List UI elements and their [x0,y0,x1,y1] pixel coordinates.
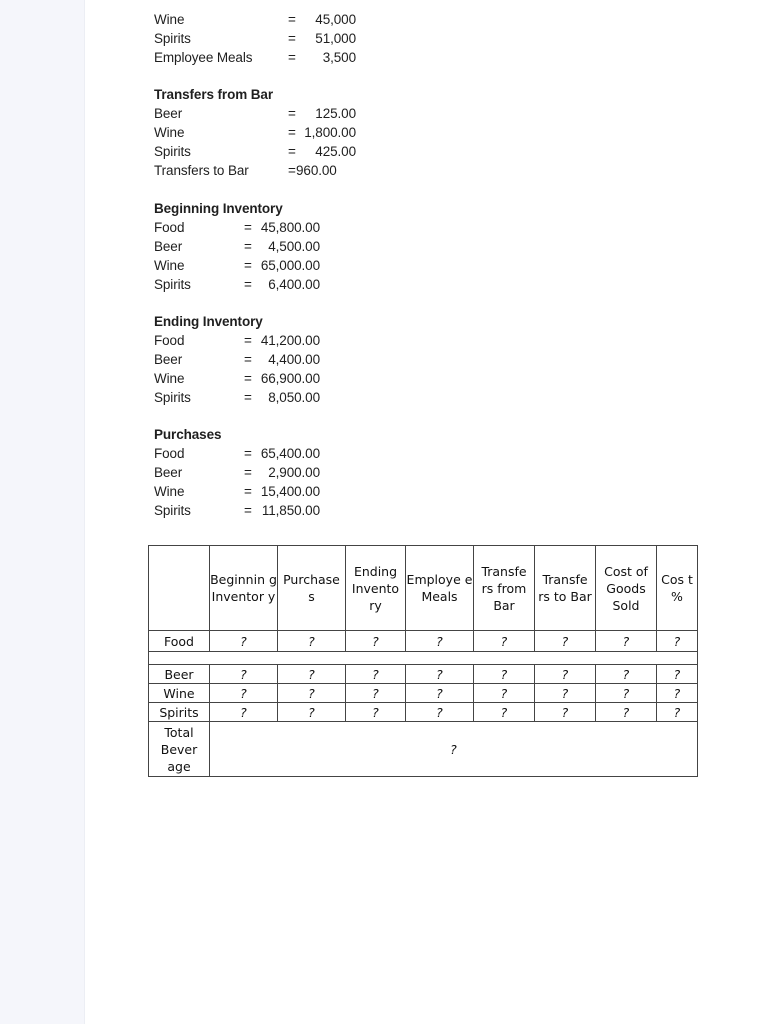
item-value: 8,050.00 [268,390,320,405]
equals-sign: = [288,12,296,27]
item-value: 66,900.00 [260,371,320,386]
equals-sign: = [244,352,252,367]
table-cell: ? [535,631,596,652]
list-item [154,161,337,180]
header-cell: Employe e Meals [406,546,474,631]
item-label: Transfers to Bar [154,163,249,178]
list-item [154,331,320,350]
item-value: 41,200.00 [260,333,320,348]
table-cell: ? [657,703,698,722]
section-title: Ending Inventory [154,314,263,329]
equals-sign: = [288,163,296,178]
header-cell: Cos t % [657,546,698,631]
equals-sign: = [288,31,296,46]
header-cell: Beginnin g Inventor y [210,546,278,631]
item-label: Spirits [154,390,191,405]
table-cell: ? [657,665,698,684]
item-label: Wine [154,371,185,386]
purchases-section [154,425,320,520]
header-cell: Cost of Goods Sold [596,546,657,631]
table-cell: ? [278,665,346,684]
table-cell: ? [406,631,474,652]
row-label: Spirits [149,703,210,722]
equals-sign: = [288,125,296,140]
table-cell: ? [278,684,346,703]
list-item [154,218,320,237]
header-cell: Purchase s [278,546,346,631]
item-label: Spirits [154,503,191,518]
equals-sign: = [288,50,296,65]
table-cell: ? [210,631,278,652]
item-value: 125.00 [315,106,356,121]
item-label: Spirits [154,144,191,159]
item-label: Wine [154,258,185,273]
row-label: Food [149,631,210,652]
cost-of-goods-table [148,545,698,777]
item-label: Wine [154,484,185,499]
table-cell: ? [474,631,535,652]
list-item [154,501,320,520]
list-item [154,444,320,463]
table-row [149,703,698,722]
item-label: Wine [154,125,185,140]
list-item [154,104,356,123]
table-cell: ? [346,665,406,684]
item-label: Spirits [154,277,191,292]
equals-sign: = [244,484,252,499]
equals-sign: = [244,258,252,273]
table-cell: ? [535,665,596,684]
item-value: 11,850.00 [261,503,320,518]
item-label: Spirits [154,31,191,46]
item-value: 45,000 [315,12,356,27]
item-value: 15,400.00 [260,484,320,499]
equals-sign: = [244,239,252,254]
total-beverage-cell: ? [210,722,698,777]
equals-sign: = [244,371,252,386]
table-cell: ? [278,631,346,652]
item-label: Employee Meals [154,50,253,65]
item-value: 65,000.00 [260,258,320,273]
table-cell: ? [535,684,596,703]
equals-sign: = [244,277,252,292]
item-value: 6,400.00 [268,277,320,292]
row-label: Wine [149,684,210,703]
item-label: Beer [154,106,183,121]
list-item [154,350,320,369]
table-cell: ? [210,665,278,684]
header-cell: Ending Invento ry [346,546,406,631]
equals-sign: = [288,106,296,121]
item-value: 51,000 [315,31,356,46]
table-header-row [149,546,698,631]
list-item [154,369,320,388]
table-cell: ? [657,684,698,703]
item-label: Beer [154,239,183,254]
table-cell: ? [210,703,278,722]
header-cell: Transfe rs from Bar [474,546,535,631]
table-row [149,665,698,684]
table-cell: ? [596,684,657,703]
table-total-row [149,722,698,777]
item-label: Food [154,446,185,461]
list-item [154,463,320,482]
list-item [154,275,320,294]
item-value: 45,800.00 [260,220,320,235]
table-cell: ? [535,703,596,722]
table-cell: ? [346,631,406,652]
table-cell: ? [406,684,474,703]
table-cell: ? [474,703,535,722]
item-label: Wine [154,12,185,27]
item-value: 3,500 [322,50,356,65]
equals-sign: = [244,446,252,461]
table-cell: ? [278,703,346,722]
section-title: Purchases [154,427,222,442]
beginning-inventory-section [154,199,320,294]
table-cell: ? [474,665,535,684]
table-cell: ? [346,684,406,703]
header-cell: Transfe rs to Bar [535,546,596,631]
equals-sign: = [244,465,252,480]
item-label: Beer [154,465,183,480]
table-cell: ? [210,684,278,703]
row-label: Total Bever age [149,722,210,777]
table-cell: ? [406,665,474,684]
item-value: 4,400.00 [268,352,320,367]
table-cell: ? [596,665,657,684]
header-cell [149,546,210,631]
list-item [154,482,320,501]
list-item [154,256,320,275]
item-value: 960.00 [296,163,337,178]
item-label: Food [154,333,185,348]
item-label: Beer [154,352,183,367]
list-item [154,237,320,256]
row-label: Beer [149,665,210,684]
item-value: 65,400.00 [260,446,320,461]
ending-inventory-section [154,312,320,407]
table-cell: ? [657,631,698,652]
spacer-cell [149,652,698,665]
transfers-section [154,85,356,180]
equals-sign: = [244,503,252,518]
list-item [154,142,356,161]
table-cell: ? [596,703,657,722]
list-item [154,123,356,142]
item-value: 1,800.00 [304,125,356,140]
section-title: Beginning Inventory [154,201,283,216]
table-cell: ? [346,703,406,722]
table-cell: ? [474,684,535,703]
equals-sign: = [244,390,252,405]
section-title: Transfers from Bar [154,87,273,102]
equals-sign: = [244,220,252,235]
table-cell: ? [406,703,474,722]
table-spacer-row [149,652,698,665]
item-value: 425.00 [315,144,356,159]
item-value: 2,900.00 [268,465,320,480]
table-cell: ? [596,631,657,652]
list-item [154,388,320,407]
left-margin-gutter [0,0,85,1024]
item-label: Food [154,220,185,235]
equals-sign: = [244,333,252,348]
item-value: 4,500.00 [268,239,320,254]
equals-sign: = [288,144,296,159]
table-row [149,684,698,703]
table-row [149,631,698,652]
